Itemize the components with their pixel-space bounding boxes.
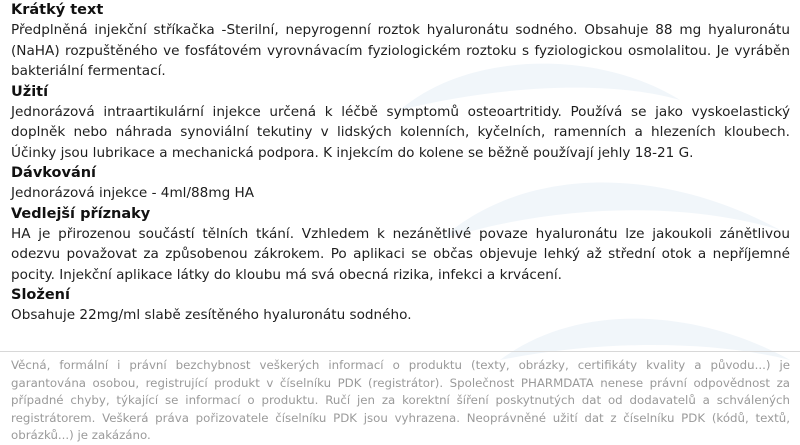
- section-title: Krátký text: [11, 2, 104, 18]
- section-body: Jednorázová intraartikulární injekce určená k léčbě symptomů osteoartritidy. Používá se jako vyskoelastický doplněk nebo náhrada synoviální tekutiny v lidských kolenních, kyčelních, ramenních a hlezeních kloubech. Účinky jsou lubrikace a mechanická podpora. K injekcím do kolene se běžně používají jehly 18-21 G.: [11, 103, 790, 161]
- section-dosage: [11, 164, 790, 204]
- section-title: Užití: [11, 83, 49, 100]
- section-body: Jednorázová injekce - 4ml/88mg HA: [11, 185, 255, 201]
- section-composition: [11, 286, 790, 326]
- section-short-text: [11, 1, 790, 82]
- section-body: HA je přirozenou součástí tělních tkání. Vzhledem k nezánětlivé povaze hyaluronátu lze jakoukoli zánětlivou odezvu považovat za způsobenou zákrokem. Po aplikaci se občas objevuje lehký až střední otok a nepříjemné pocity. Injekční aplikace látky do kloubu má svá obecná rizika, infekci a krvácení.: [11, 225, 790, 283]
- section-title: Dávkování: [11, 165, 97, 181]
- legal-disclaimer: Věcná, formální i právní bezchybnost veškerých informací o produktu (texty, obrázky, certifikáty kvality a původu...) je garantována osobou, registrující produkt v číselníku PDK (registrátor). Společnost PHARMDATA nenese právní odpovědnost za případné chyby, týkající se informací o produktu. Ručí jen za korektní šíření poskytnutých dat od dodavatelů a schválených registrátorem. Veškerá práva pořizovatele číselníku PDK jsou vyhrazena. Neoprávněné užití dat z číselníku PDK (kódů, textů, obrázků...) je zakázáno.: [11, 358, 790, 443]
- product-info: [11, 0, 790, 326]
- section-title: Složení: [11, 287, 70, 303]
- section-body: Předplněná injekční stříkačka -Sterilní, nepyrogenní roztok hyaluronátu sodného. Obsahuje 88 mg hyaluronátu (NaHA) rozpuštěného ve fosfátovém vyrovnávacím fyziologickém roztoku s fyziologickou osmolalitou. Je vyráběn bakteriální fermentací.: [11, 22, 790, 79]
- section-title: Vedlejší příznaky: [11, 205, 151, 222]
- section-usage: [11, 83, 790, 164]
- divider: [0, 351, 800, 352]
- section-body: Obsahuje 22mg/ml slabě zesítěného hyaluronátu sodného.: [11, 307, 412, 323]
- section-side-effects: [11, 205, 790, 286]
